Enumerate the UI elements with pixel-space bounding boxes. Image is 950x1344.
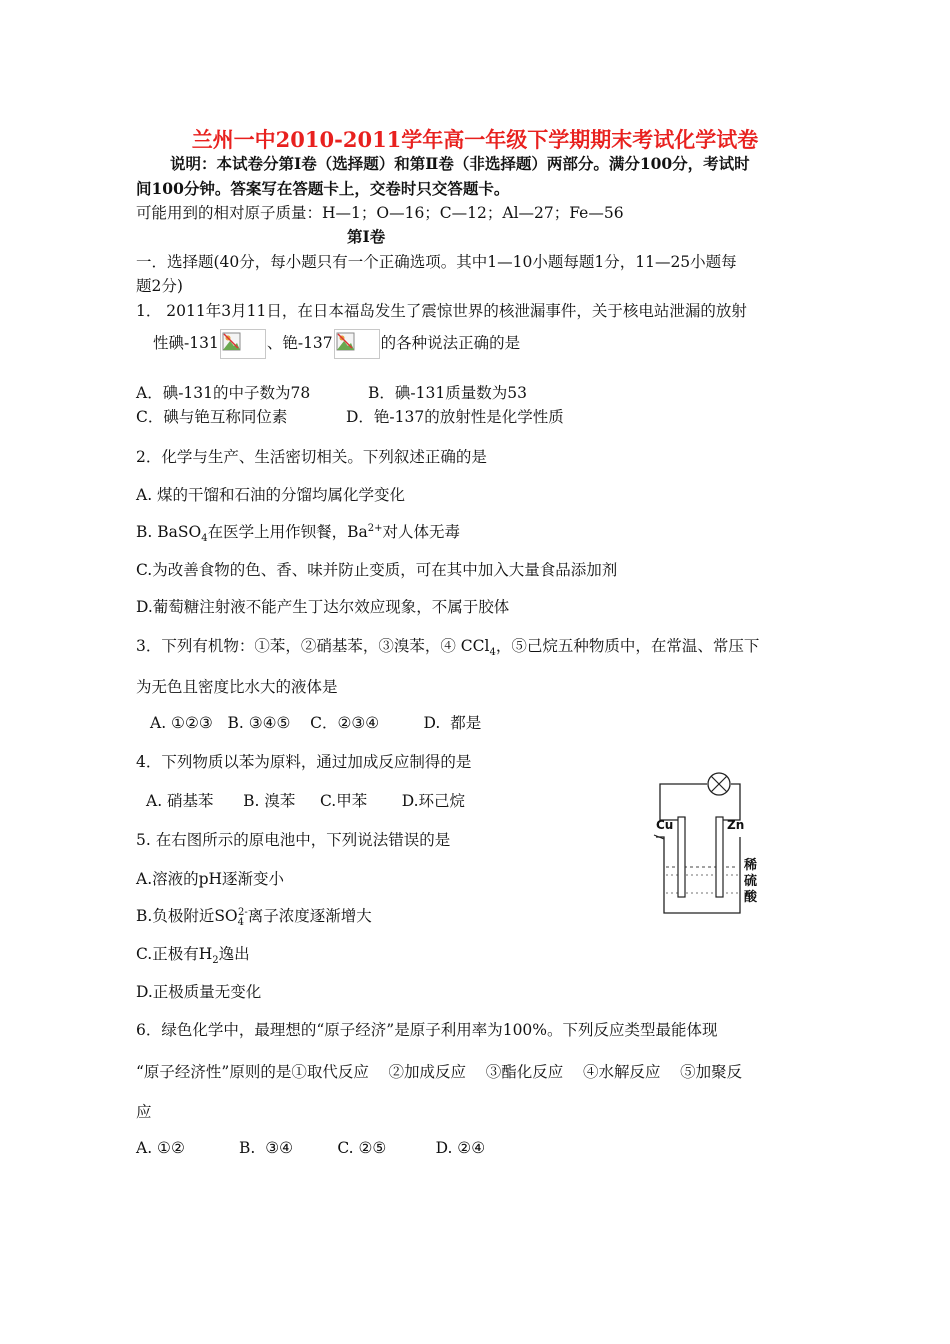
q5-option-c-part: 逸出 xyxy=(218,945,250,963)
q6-stem-line-1: 6．绿色化学中，最理想的“原子经济”是原子利用率为100%。下列反应类型最能体现 xyxy=(136,1021,718,1039)
superscript: 2+ xyxy=(367,522,383,534)
q2-option-d: D.葡萄糖注射液不能产生丁达尔效应现象，不属于胶体 xyxy=(136,598,510,616)
q1-cesium-text: 、铯-137 xyxy=(266,334,333,352)
q2-option-b-part: B. BaSO xyxy=(136,523,202,541)
q2-option-b xyxy=(136,522,460,545)
q1-iodine-text: 性碘-131 xyxy=(153,334,219,352)
q2-stem: 2．化学与生产、生活密切相关。下列叙述正确的是 xyxy=(136,448,487,466)
subscript: 4 xyxy=(237,917,245,929)
intro-line-1: 说明：本试卷分第Ⅰ卷（选择题）和第Ⅱ卷（非选择题）两部分。满分100分，考试时 xyxy=(170,154,750,173)
q5-option-b-part: B.负极附近SO xyxy=(136,907,238,925)
solution-label-char: 稀 xyxy=(744,858,758,873)
broken-image-icon xyxy=(334,329,380,359)
q5-option-c xyxy=(136,944,250,967)
section-heading: 第Ⅰ卷 xyxy=(347,227,386,246)
q1-stem-line-1: 1． 2011年3月11日，在日本福岛发生了震惊世界的核泄漏事件，关于核电站泄漏的放射 xyxy=(136,302,747,320)
exam-title: 兰州一中2010-2011学年高一年级下学期期末考试化学试卷 xyxy=(191,127,759,152)
q5-option-a: A.溶液的pH逐渐变小 xyxy=(136,870,285,888)
q2-option-b-part: 对人体无毒 xyxy=(382,523,460,541)
instructions-line-2: 题2分) xyxy=(136,277,183,295)
galvanic-cell-diagram xyxy=(652,765,772,919)
q5-option-c-part: C.正极有H xyxy=(136,945,213,963)
q1-option-a: A．碘-131的中子数为78 xyxy=(136,384,311,402)
q1-stem-line-2 xyxy=(153,329,520,359)
q3-options: A. ①②③ B. ③④⑤ C．②③④ D. 都是 xyxy=(150,714,482,732)
q1-option-b: B．碘-131质量数为53 xyxy=(368,384,527,402)
superscript: 2- xyxy=(238,906,248,918)
q2-option-a: A. 煤的干馏和石油的分馏均属化学变化 xyxy=(136,486,406,504)
q2-option-c: C.为改善食物的色、香、味并防止变质，可在其中加入大量食品添加剂 xyxy=(136,561,618,579)
zn-electrode-label: Zn xyxy=(727,818,745,832)
broken-image-icon xyxy=(220,329,266,359)
q1-option-d: D．铯-137的放射性是化学性质 xyxy=(346,408,564,426)
q1-stem-end: 的各种说法正确的是 xyxy=(380,334,521,352)
subscript: 4 xyxy=(201,533,208,545)
q5-option-b-part: 离子浓度逐渐增大 xyxy=(247,907,372,925)
instructions-line-1: 一．选择题(40分，每小题只有一个正确选项。其中1—10小题每题1分，11—25小题每 xyxy=(136,253,737,271)
q6-options: A. ①② B. ③④ C. ②⑤ D. ②④ xyxy=(136,1139,486,1157)
q3-stem-part: 3．下列有机物：①苯，②硝基苯，③溴苯，④ CCl xyxy=(136,637,490,655)
q1-option-c: C．碘与铯互称同位素 xyxy=(136,408,288,426)
q6-stem-line-2: “原子经济性”原则的是①取代反应 ②加成反应 ③酯化反应 ④水解反应 ⑤加聚反 xyxy=(136,1063,743,1081)
q5-option-b xyxy=(136,906,372,929)
q6-stem-line-3: 应 xyxy=(136,1103,152,1121)
solution-label-char: 硫 xyxy=(744,874,758,889)
q3-stem-line-2: 为无色且密度比水大的液体是 xyxy=(136,678,338,696)
q3-stem-line-1 xyxy=(136,636,760,659)
q3-stem-part: ，⑤己烷五种物质中，在常温、常压下 xyxy=(495,637,760,655)
cu-electrode-label: Cu xyxy=(656,818,674,832)
subscript: 2 xyxy=(212,955,219,967)
intro-line-2: 间100分钟。答案写在答题卡上，交卷时只交答题卡。 xyxy=(136,179,510,198)
q5-option-d: D.正极质量无变化 xyxy=(136,983,262,1001)
atomic-masses: 可能用到的相对原子质量：H—1；O—16；C—12；Al—27；Fe—56 xyxy=(136,204,624,222)
q2-option-b-part: 在医学上用作钡餐，Ba xyxy=(207,523,368,541)
subscript: 4 xyxy=(489,647,496,659)
q5-stem: 5. 在右图所示的原电池中，下列说法错误的是 xyxy=(136,831,451,849)
solution-label-char: 酸 xyxy=(744,890,758,905)
q4-options: A. 硝基苯 B. 溴苯 C.甲苯 D.环己烷 xyxy=(146,792,466,810)
q4-stem: 4．下列物质以苯为原料，通过加成反应制得的是 xyxy=(136,753,472,771)
